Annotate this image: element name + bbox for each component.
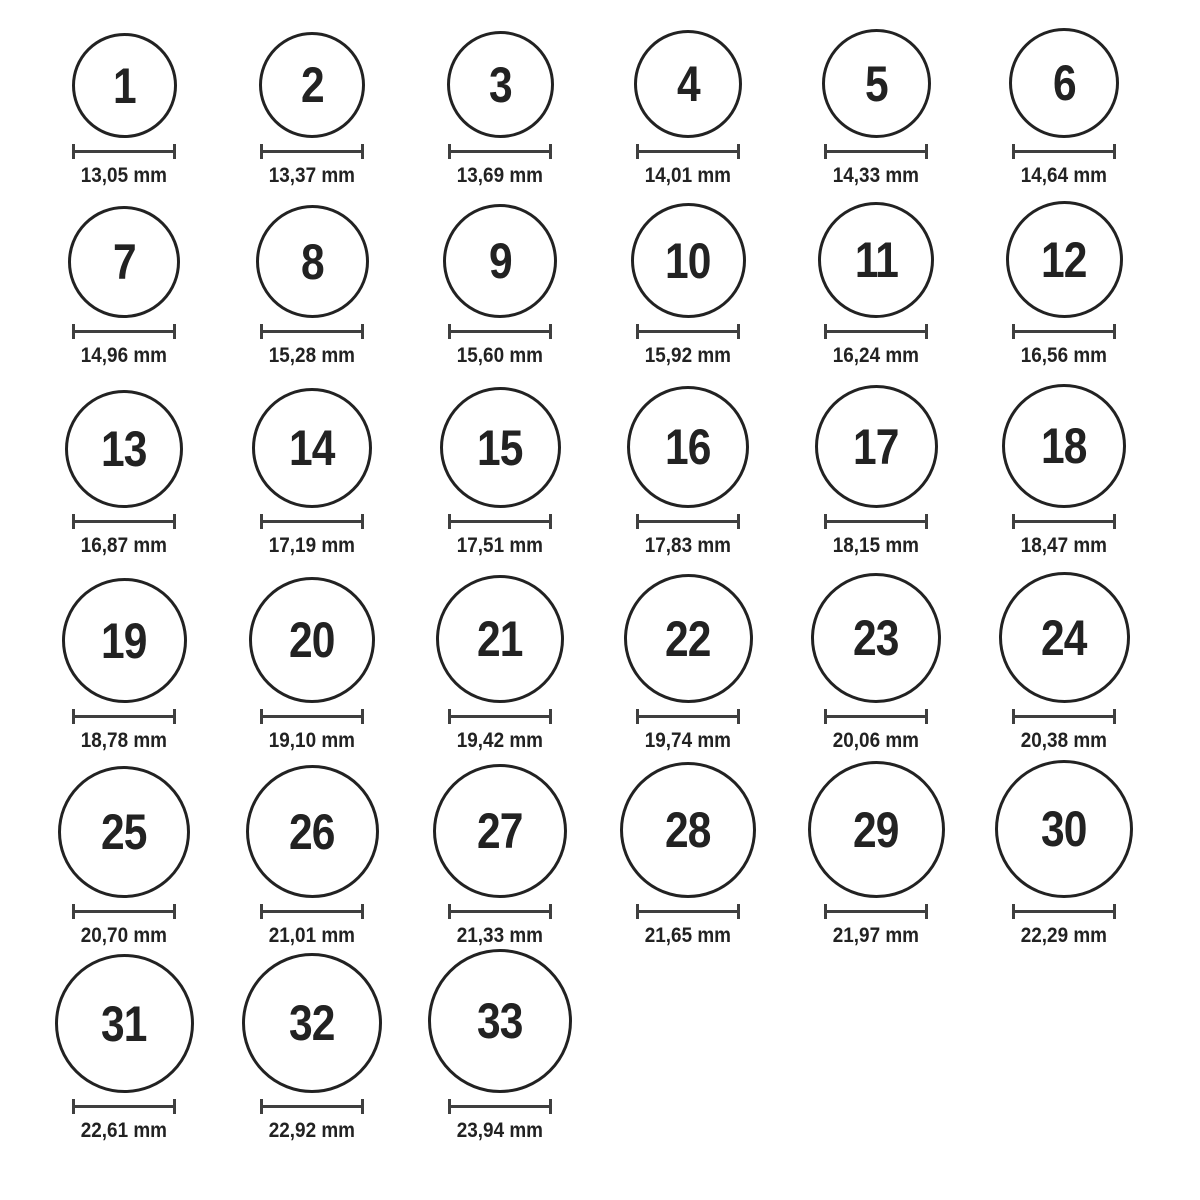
diameter-measure-line [72, 144, 176, 159]
ring-size-item [218, 380, 406, 570]
ring-size-item [782, 765, 970, 960]
ring-circle [246, 765, 379, 898]
ring-circle [822, 29, 931, 138]
ring-size-item [218, 765, 406, 960]
ring-size-item [594, 0, 782, 200]
ring-size-item [594, 765, 782, 960]
diameter-measure-line [260, 144, 364, 159]
ring-size-number: 20 [289, 612, 335, 668]
ring-size-number: 17 [853, 418, 899, 475]
ring-size-number: 32 [289, 995, 335, 1051]
ring-size-number: 16 [665, 419, 711, 475]
diameter-measure-line [824, 709, 928, 724]
ring-circle [256, 205, 369, 318]
ring-size-item [30, 380, 218, 570]
diameter-label: 21,97 mm [832, 924, 920, 947]
ring-size-item [970, 380, 1158, 570]
ring-circle [259, 32, 365, 138]
ring-size-number: 5 [864, 55, 888, 112]
diameter-label: 16,24 mm [832, 344, 920, 367]
diameter-measure-line [448, 144, 552, 159]
diameter-label: 15,60 mm [456, 344, 544, 367]
diameter-label: 18,47 mm [1020, 534, 1108, 557]
diameter-label: 16,87 mm [80, 534, 168, 557]
ring-size-number: 23 [853, 610, 899, 666]
diameter-label: 15,28 mm [268, 344, 356, 367]
ring-circle [631, 203, 746, 318]
ring-size-number: 4 [676, 56, 700, 112]
diameter-measure-line [72, 324, 176, 339]
ring-size-item [782, 570, 970, 765]
ring-size-number: 26 [289, 803, 335, 860]
ring-size-item [970, 0, 1158, 200]
ring-circle [436, 575, 564, 703]
ring-size-number: 15 [477, 419, 523, 476]
diameter-label: 17,51 mm [456, 534, 544, 557]
ring-size-number: 3 [488, 56, 512, 113]
ring-circle [627, 386, 749, 508]
diameter-label: 21,65 mm [644, 924, 732, 947]
diameter-label: 21,33 mm [456, 924, 544, 947]
diameter-label: 18,15 mm [832, 534, 920, 557]
ring-circle [62, 578, 187, 703]
diameter-label: 17,83 mm [644, 534, 732, 557]
ring-size-number: 12 [1041, 231, 1087, 288]
ring-size-number: 31 [101, 995, 147, 1052]
diameter-label: 19,42 mm [456, 729, 544, 752]
ring-circle [999, 572, 1130, 703]
ring-size-item [782, 0, 970, 200]
diameter-label: 15,92 mm [644, 344, 732, 367]
ring-circle [624, 574, 753, 703]
diameter-label: 22,61 mm [80, 1119, 168, 1142]
diameter-measure-line [448, 904, 552, 919]
ring-size-number: 27 [477, 803, 523, 859]
diameter-measure-line [72, 709, 176, 724]
ring-circle [620, 762, 756, 898]
diameter-measure-line [260, 709, 364, 724]
diameter-label: 14,96 mm [80, 344, 168, 367]
ring-circle [808, 761, 945, 898]
ring-size-item [30, 765, 218, 960]
ring-size-number: 25 [101, 804, 147, 860]
ring-size-number: 28 [665, 802, 711, 858]
ring-circle [447, 31, 554, 138]
ring-size-number: 24 [1041, 609, 1087, 666]
diameter-measure-line [636, 324, 740, 339]
ring-size-item [594, 380, 782, 570]
ring-circle [818, 202, 934, 318]
diameter-measure-line [636, 904, 740, 919]
ring-size-item [218, 200, 406, 380]
diameter-measure-line [260, 904, 364, 919]
diameter-measure-line [72, 514, 176, 529]
ring-circle [443, 204, 557, 318]
diameter-measure-line [1012, 144, 1116, 159]
diameter-label: 13,37 mm [268, 164, 356, 187]
ring-circle [65, 390, 183, 508]
diameter-label: 13,69 mm [456, 164, 544, 187]
ring-size-number: 14 [289, 420, 335, 476]
ring-circle [58, 766, 190, 898]
ring-size-item [406, 960, 594, 1155]
ring-circle [68, 206, 180, 318]
diameter-label: 14,33 mm [832, 164, 920, 187]
ring-size-number: 8 [300, 233, 324, 290]
ring-circle [249, 577, 375, 703]
diameter-label: 21,01 mm [268, 924, 356, 947]
diameter-label: 22,92 mm [268, 1119, 356, 1142]
ring-circle [433, 764, 567, 898]
ring-size-item [406, 380, 594, 570]
ring-size-number: 18 [1041, 418, 1087, 474]
diameter-measure-line [824, 904, 928, 919]
diameter-label: 19,10 mm [268, 729, 356, 752]
diameter-label: 20,70 mm [80, 924, 168, 947]
ring-size-number: 22 [665, 610, 711, 667]
ring-size-item [218, 960, 406, 1155]
diameter-measure-line [72, 1099, 176, 1114]
ring-size-item [406, 0, 594, 200]
diameter-measure-line [260, 1099, 364, 1114]
diameter-measure-line [1012, 324, 1116, 339]
diameter-measure-line [1012, 709, 1116, 724]
diameter-label: 14,01 mm [644, 164, 732, 187]
ring-circle [815, 385, 938, 508]
diameter-measure-line [260, 324, 364, 339]
diameter-label: 17,19 mm [268, 534, 356, 557]
ring-size-item [970, 200, 1158, 380]
diameter-label: 19,74 mm [644, 729, 732, 752]
ring-circle [252, 388, 372, 508]
ring-circle [1006, 201, 1123, 318]
ring-size-item [406, 765, 594, 960]
diameter-label: 20,06 mm [832, 729, 920, 752]
ring-size-item [30, 0, 218, 200]
diameter-label: 13,05 mm [80, 164, 168, 187]
ring-circle [995, 760, 1133, 898]
ring-size-number: 7 [112, 234, 136, 290]
ring-size-item [406, 570, 594, 765]
ring-circle [55, 954, 194, 1093]
ring-size-number: 6 [1052, 55, 1076, 111]
diameter-measure-line [1012, 904, 1116, 919]
ring-size-number: 33 [477, 993, 523, 1049]
ring-circle [72, 33, 177, 138]
ring-size-item [594, 570, 782, 765]
ring-size-number: 11 [854, 232, 898, 288]
ring-size-number: 1 [112, 57, 136, 114]
diameter-measure-line [636, 709, 740, 724]
diameter-label: 18,78 mm [80, 729, 168, 752]
diameter-label: 16,56 mm [1020, 344, 1108, 367]
ring-circle [1009, 28, 1119, 138]
diameter-measure-line [636, 514, 740, 529]
ring-size-item [782, 380, 970, 570]
ring-size-item [406, 200, 594, 380]
ring-size-number: 10 [665, 232, 711, 289]
ring-size-number: 30 [1041, 801, 1087, 857]
diameter-measure-line [824, 324, 928, 339]
diameter-measure-line [1012, 514, 1116, 529]
diameter-measure-line [824, 514, 928, 529]
diameter-measure-line [72, 904, 176, 919]
ring-size-number: 29 [853, 801, 899, 858]
ring-circle [242, 953, 382, 1093]
diameter-label: 22,29 mm [1020, 924, 1108, 947]
ring-size-item [30, 570, 218, 765]
ring-circle [440, 387, 561, 508]
diameter-measure-line [448, 1099, 552, 1114]
ring-size-item [970, 570, 1158, 765]
diameter-measure-line [636, 144, 740, 159]
diameter-label: 23,94 mm [456, 1119, 544, 1142]
ring-circle [1002, 384, 1126, 508]
diameter-measure-line [448, 514, 552, 529]
ring-size-item [782, 200, 970, 380]
diameter-label: 14,64 mm [1020, 164, 1108, 187]
ring-size-item [218, 0, 406, 200]
diameter-measure-line [824, 144, 928, 159]
ring-size-item [30, 200, 218, 380]
ring-size-number: 13 [101, 421, 147, 477]
ring-size-number: 9 [488, 233, 512, 289]
ring-size-number: 21 [477, 611, 523, 667]
diameter-measure-line [448, 324, 552, 339]
ring-size-item [218, 570, 406, 765]
ring-size-number: 19 [101, 612, 147, 669]
ring-circle [634, 30, 742, 138]
ring-size-number: 2 [300, 57, 324, 113]
ring-size-item [970, 765, 1158, 960]
diameter-measure-line [448, 709, 552, 724]
ring-circle [428, 949, 572, 1093]
ring-size-item [30, 960, 218, 1155]
diameter-measure-line [260, 514, 364, 529]
diameter-label: 20,38 mm [1020, 729, 1108, 752]
ring-size-item [594, 200, 782, 380]
ring-circle [811, 573, 941, 703]
